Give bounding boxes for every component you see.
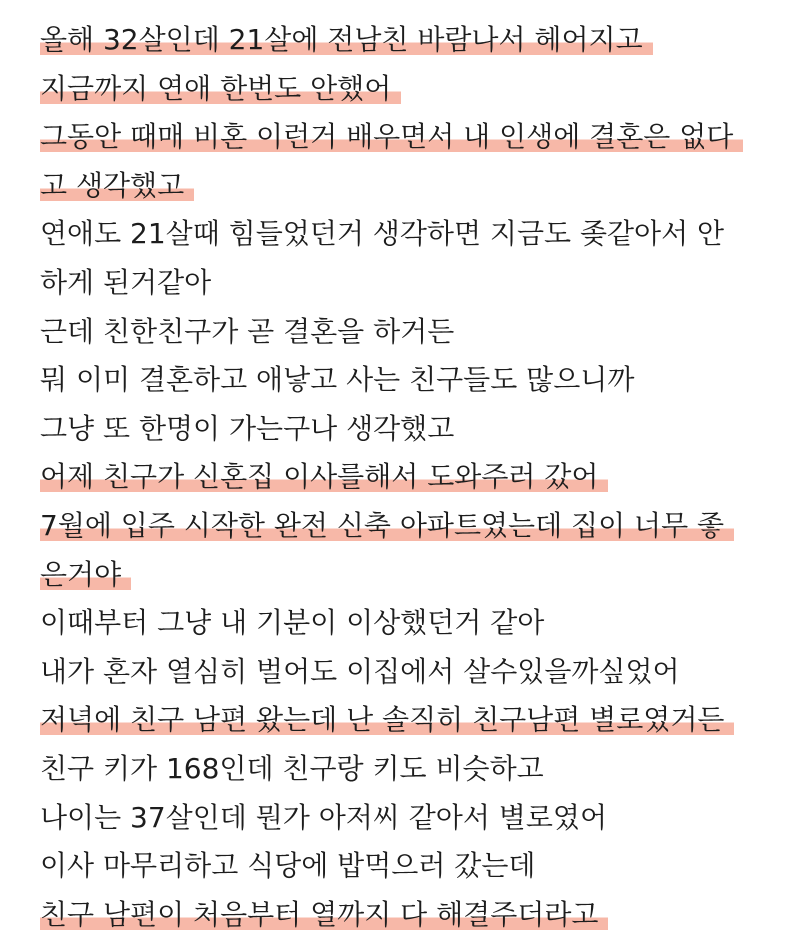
highlighted-text-line — [0, 114, 800, 163]
text-line — [0, 746, 800, 795]
line-text: 은거야 — [40, 558, 131, 592]
line-text: 7월에 입주 시작한 완전 신축 아파트였는데 집이 너무 좋 — [40, 509, 734, 543]
text-line — [0, 211, 800, 260]
text-line — [0, 600, 800, 649]
text-line — [0, 260, 800, 309]
line-text: 나이는 37살인데 뭔가 아저씨 같아서 별로였어 — [40, 800, 607, 834]
text-line — [0, 649, 800, 698]
line-text: 고 생각했고 — [40, 169, 194, 203]
line-text: 뭐 이미 결혼하고 애낳고 사는 친구들도 많으니까 — [40, 363, 635, 397]
line-text: 저녁에 친구 남편 왔는데 난 솔직히 친구남편 별로였거든 — [40, 703, 734, 737]
line-text: 친구 키가 168인데 친구랑 키도 비슷하고 — [40, 751, 544, 785]
highlighted-text-line — [0, 163, 800, 212]
text-line — [0, 795, 800, 844]
line-text: 연애도 21살때 힘들었던거 생각하면 지금도 좆같아서 안 — [40, 217, 725, 251]
highlighted-text-line — [0, 697, 800, 746]
text-body — [0, 17, 800, 940]
text-line — [0, 357, 800, 406]
highlighted-text-line — [0, 892, 800, 940]
highlighted-text-line — [0, 17, 800, 66]
line-text: 어제 친구가 신혼집 이사를해서 도와주러 갔어 — [40, 460, 608, 494]
highlighted-text-line — [0, 66, 800, 115]
line-text: 그냥 또 한명이 가는구나 생각했고 — [40, 411, 455, 445]
line-text: 친구 남편이 처음부터 열까지 다 해결주더라고 — [40, 898, 608, 932]
highlighted-text-line — [0, 552, 800, 601]
highlighted-text-line — [0, 503, 800, 552]
line-text: 이때부터 그냥 내 기분이 이상했던거 같아 — [40, 606, 545, 640]
line-text: 이사 마무리하고 식당에 밥먹으러 갔는데 — [40, 849, 536, 883]
text-line — [0, 406, 800, 455]
text-line — [0, 309, 800, 358]
line-text: 근데 친한친구가 곧 결혼을 하거든 — [40, 314, 455, 348]
line-text: 올해 32살인데 21살에 전남친 바람나서 헤어지고 — [40, 23, 653, 57]
line-text: 지금까지 연애 한번도 안했어 — [40, 72, 401, 106]
line-text: 그동안 때매 비혼 이런거 배우면서 내 인생에 결혼은 없다 — [40, 120, 743, 154]
line-text: 내가 혼자 열심히 벌어도 이집에서 살수있을까싶었어 — [40, 654, 680, 688]
line-text: 하게 된거같아 — [40, 265, 212, 299]
highlighted-text-line — [0, 454, 800, 503]
text-line — [0, 843, 800, 892]
